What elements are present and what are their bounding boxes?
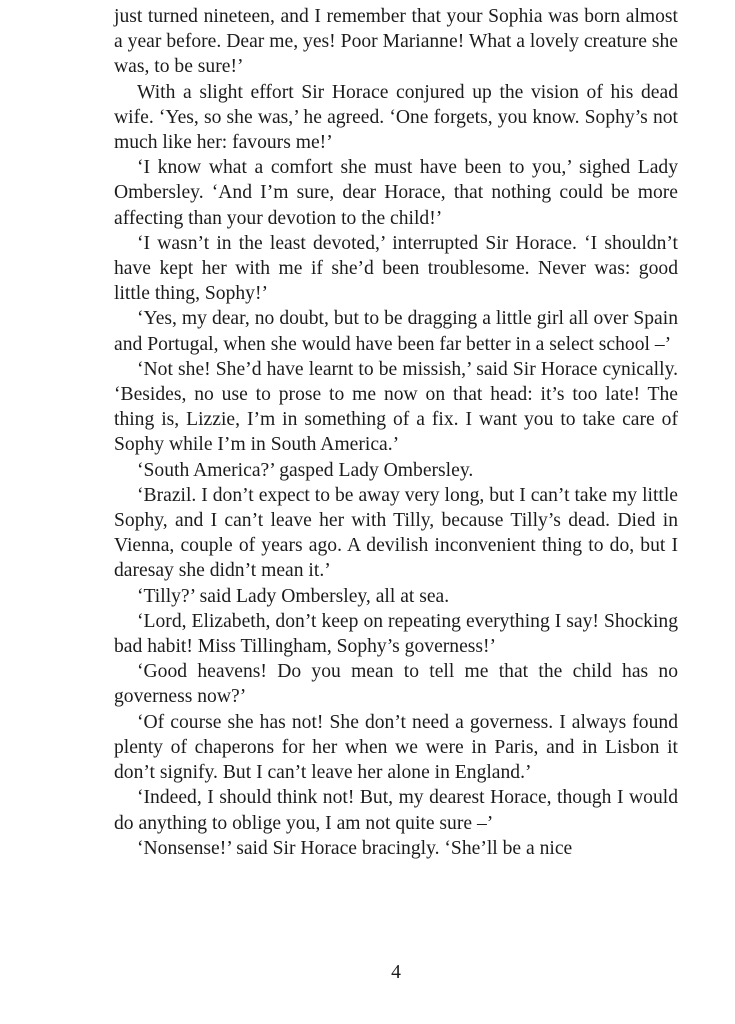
paragraph-11: ‘Good heavens! Do you mean to tell me that the child has no governess now?’ bbox=[114, 661, 678, 708]
page-body bbox=[114, 4, 678, 861]
paragraph-1: just turned nineteen, and I remember that your Sophia was born almost a year before. Dear me, yes! Poor Marianne! What a lovely creature she was, to be sure!’ bbox=[114, 6, 678, 78]
paragraph-7: ‘South America?’ gasped Lady Ombersley. bbox=[137, 459, 474, 481]
paragraph-9: ‘Tilly?’ said Lady Ombersley, all at sea. bbox=[137, 585, 450, 607]
paragraph-5: ‘Yes, my dear, no doubt, but to be dragging a little girl all over Spain and Portugal, when she would have been far better in a select school –’ bbox=[114, 308, 678, 355]
paragraph-3: ‘I know what a comfort she must have been to you,’ sighed Lady Ombersley. ‘And I’m sure, dear Horace, that nothing could be more affecting than your devotion to the child!’ bbox=[114, 157, 678, 229]
paragraph-12: ‘Of course she has not! She don’t need a governess. I always found plenty of chaperons for her when we were in Paris, and in Lisbon it don’t signify. But I can’t leave her alone in England.’ bbox=[114, 711, 678, 784]
paragraph-2: With a slight effort Sir Horace conjured up the vision of his dead wife. ‘Yes, so she was,’ he agreed. ‘One forgets, you know. Sophy’s not much like her: favours me!’ bbox=[114, 81, 678, 154]
paragraph-13: ‘Indeed, I should think not! But, my dearest Horace, though I would do anything to oblige you, I am not quite sure –’ bbox=[114, 787, 678, 834]
paragraph-14: ‘Nonsense!’ said Sir Horace bracingly. ‘She’ll be a nice bbox=[137, 837, 573, 859]
paragraph-10: ‘Lord, Elizabeth, don’t keep on repeating everything I say! Shocking bad habit! Miss Tillingham, Sophy’s governess!’ bbox=[114, 610, 678, 658]
paragraph-4: ‘I wasn’t in the least devoted,’ interrupted Sir Horace. ‘I shouldn’t have kept her with me if she’d been troublesome. Never was: good little thing, Sophy!’ bbox=[114, 232, 678, 305]
paragraph-6: ‘Not she! She’d have learnt to be missish,’ said Sir Horace cynically. ‘Besides, no use to prose to me now on that head: it’s too late! The thing is, Lizzie, I’m in something of a fix. I want you to take care of Sophy while I’m in South America.’ bbox=[114, 358, 678, 456]
page-number: 4 bbox=[391, 962, 401, 983]
paragraph-8: ‘Brazil. I don’t expect to be away very long, but I can’t take my little Sophy, and I can’t leave her with Tilly, because Tilly’s dead. Died in Vienna, couple of years ago. A devilish inconvenient thing to do, but I daresay she didn’t mean it.’ bbox=[114, 484, 678, 582]
